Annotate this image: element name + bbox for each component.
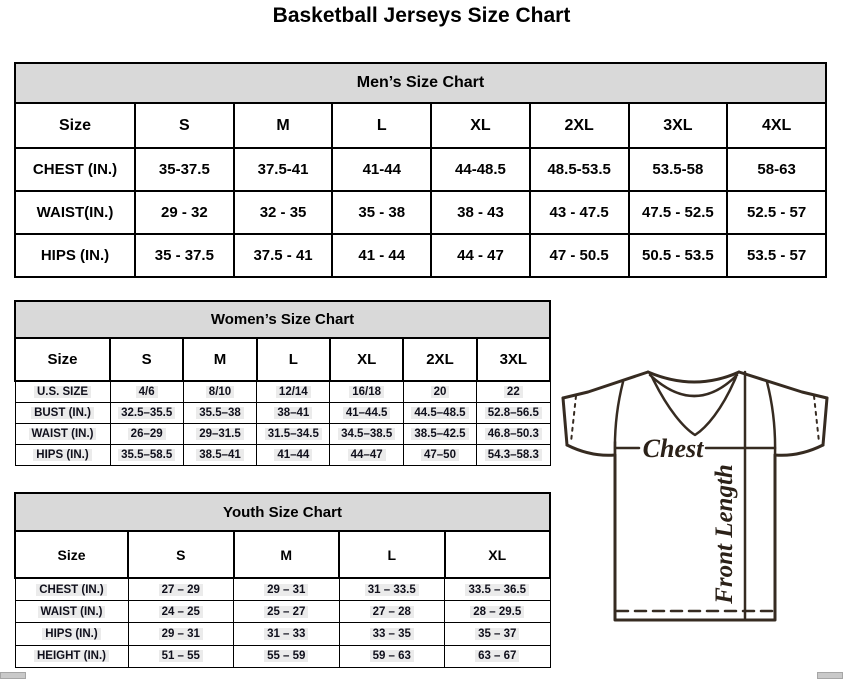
horizontal-scrollbar-fragment-right[interactable] [817,672,843,679]
youth-size-chart [14,492,551,668]
cell: 29 – 31 [128,623,234,645]
cell: 44.5–48.5 [403,403,476,424]
youth-header-row [15,531,550,578]
cell: 54.3–58.3 [477,445,550,466]
column-header: 4XL [727,103,826,148]
cell: 41–44.5 [330,403,403,424]
cell: 52.8–56.5 [477,403,550,424]
cell: 47.5 - 52.5 [629,191,728,234]
mens-header-row [15,103,826,148]
front-length-measure-label: Front Length [711,464,738,604]
row-label: WAIST(IN.) [15,191,135,234]
column-header: S [110,338,183,381]
column-header: L [332,103,431,148]
cell: 46.8–50.3 [477,424,550,445]
cell: 31.5–34.5 [257,424,330,445]
column-header: Size [15,531,128,578]
column-header: S [128,531,234,578]
cell: 35.5–58.5 [110,445,183,466]
cell: 29 - 32 [135,191,234,234]
womens-size-chart [14,300,551,466]
womens-chart-title: Women’s Size Chart [15,301,550,338]
horizontal-scrollbar-fragment-left[interactable] [0,672,26,679]
table-row [15,601,550,623]
table-row [15,191,826,234]
cell: 35 – 37 [445,623,551,645]
row-label: U.S. SIZE [15,381,110,403]
cell: 51 – 55 [128,645,234,667]
cell: 48.5-53.5 [530,148,629,191]
row-label: HIPS (IN.) [15,445,110,466]
cell: 29 – 31 [234,578,340,601]
cell: 8/10 [183,381,256,403]
cell: 44–47 [330,445,403,466]
column-header: Size [15,103,135,148]
youth-chart-title: Youth Size Chart [15,493,550,531]
jersey-outline-icon [563,372,827,620]
cell: 33.5 – 36.5 [445,578,551,601]
cell: 58-63 [727,148,826,191]
cell: 41 - 44 [332,234,431,277]
page-title: Basketball Jerseys Size Chart [272,4,571,27]
row-label: BUST (IN.) [15,403,110,424]
column-header: 2XL [403,338,476,381]
cell: 38.5–42.5 [403,424,476,445]
cell: 44 - 47 [431,234,530,277]
cell: 34.5–38.5 [330,424,403,445]
column-header: L [257,338,330,381]
cell: 37.5 - 41 [234,234,333,277]
cell: 35 - 38 [332,191,431,234]
column-header: M [234,103,333,148]
row-label: WAIST (IN.) [15,601,128,623]
cell: 52.5 - 57 [727,191,826,234]
cell: 38.5–41 [183,445,256,466]
cell: 50.5 - 53.5 [629,234,728,277]
womens-header-row [15,338,550,381]
cell: 41-44 [332,148,431,191]
table-row [15,645,550,667]
cell: 27 – 28 [339,601,445,623]
cell: 47 - 50.5 [530,234,629,277]
table-row [15,578,550,601]
table-row [15,381,550,403]
cell: 41–44 [257,445,330,466]
column-header: 3XL [477,338,550,381]
chest-measure-label: Chest [642,434,704,463]
column-header: 3XL [629,103,728,148]
cell: 44-48.5 [431,148,530,191]
table-row [15,403,550,424]
womens-size-table [14,300,551,466]
row-label: HIPS (IN.) [15,623,128,645]
cell: 53.5-58 [629,148,728,191]
cell: 4/6 [110,381,183,403]
cell: 43 - 47.5 [530,191,629,234]
youth-size-table [14,492,551,668]
cell: 31 – 33 [234,623,340,645]
cell: 35.5–38 [183,403,256,424]
column-header: M [234,531,340,578]
cell: 53.5 - 57 [727,234,826,277]
row-label: CHEST (IN.) [15,578,128,601]
cell: 38–41 [257,403,330,424]
cell: 35-37.5 [135,148,234,191]
cell: 32.5–35.5 [110,403,183,424]
jersey-measurement-diagram [556,362,843,672]
cell: 16/18 [330,381,403,403]
cell: 26–29 [110,424,183,445]
column-header: L [339,531,445,578]
column-header: XL [445,531,551,578]
cell: 29–31.5 [183,424,256,445]
table-row [15,445,550,466]
cell: 63 – 67 [445,645,551,667]
column-header: M [183,338,256,381]
column-header: S [135,103,234,148]
cell: 33 – 35 [339,623,445,645]
mens-size-chart [14,62,827,274]
cell: 32 - 35 [234,191,333,234]
cell: 28 – 29.5 [445,601,551,623]
column-header: XL [330,338,403,381]
row-label: CHEST (IN.) [15,148,135,191]
cell: 12/14 [257,381,330,403]
mens-size-table [14,62,827,278]
cell: 27 – 29 [128,578,234,601]
cell: 24 – 25 [128,601,234,623]
column-header: 2XL [530,103,629,148]
cell: 59 – 63 [339,645,445,667]
cell: 31 – 33.5 [339,578,445,601]
column-header: Size [15,338,110,381]
column-header: XL [431,103,530,148]
cell: 55 – 59 [234,645,340,667]
row-label: HEIGHT (IN.) [15,645,128,667]
cell: 47–50 [403,445,476,466]
cell: 20 [403,381,476,403]
cell: 22 [477,381,550,403]
table-row [15,234,826,277]
table-row [15,148,826,191]
table-row [15,424,550,445]
cell: 35 - 37.5 [135,234,234,277]
mens-chart-title: Men’s Size Chart [15,63,826,103]
table-row [15,623,550,645]
row-label: HIPS (IN.) [15,234,135,277]
cell: 38 - 43 [431,191,530,234]
cell: 37.5-41 [234,148,333,191]
cell: 25 – 27 [234,601,340,623]
row-label: WAIST (IN.) [15,424,110,445]
